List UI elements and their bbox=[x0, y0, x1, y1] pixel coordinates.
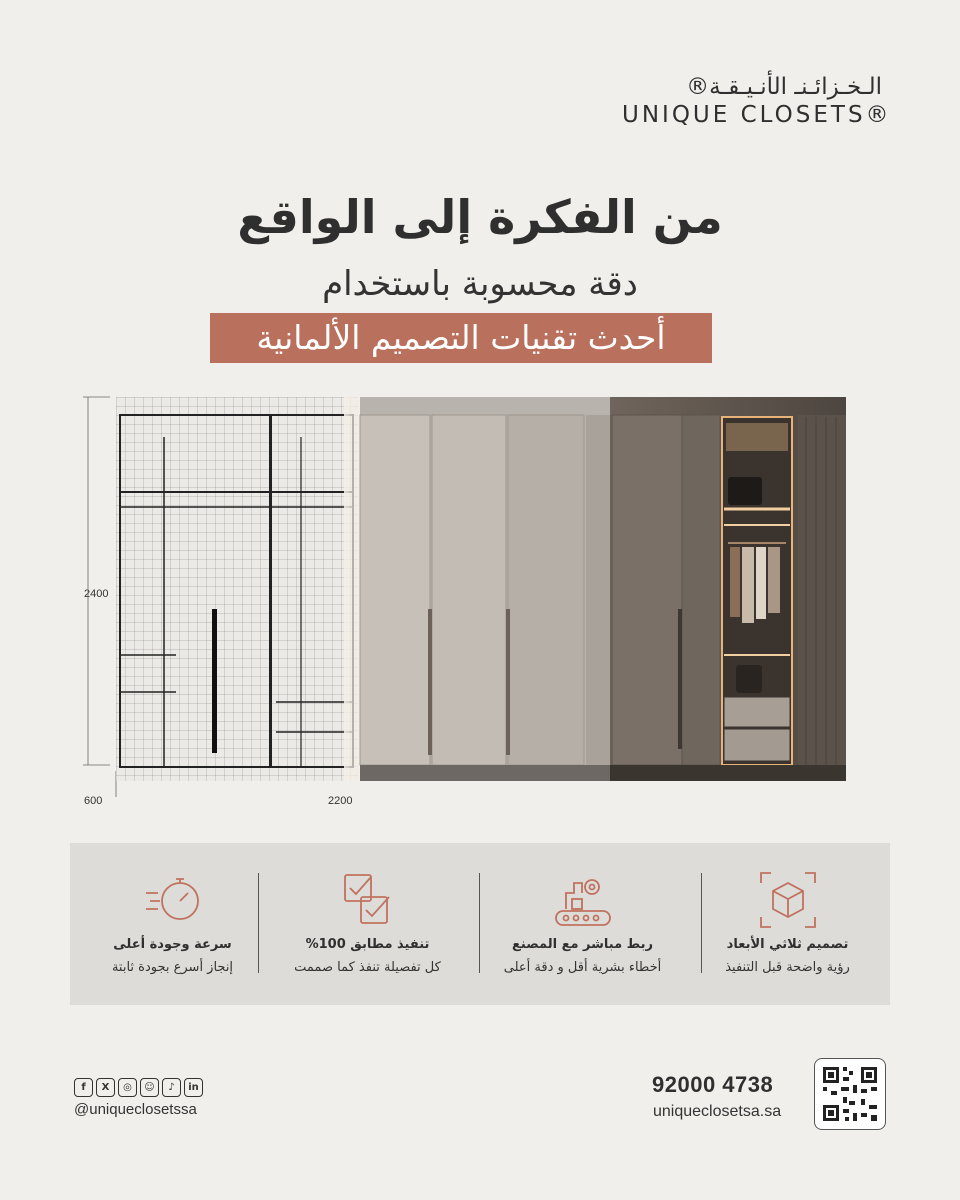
website-link[interactable]: uniqueclosetsa.sa bbox=[653, 1103, 782, 1120]
feature-title: ربط مباشر مع المصنع bbox=[512, 937, 653, 952]
feature-title: تنفيذ مطابق 100% bbox=[305, 937, 430, 952]
features-panel bbox=[70, 843, 890, 1005]
feature-description: أخطاء بشرية أقل و دقة أعلى bbox=[503, 960, 662, 975]
subheadline: دقة محسوبة باستخدام bbox=[322, 264, 638, 304]
feature-description: رؤية واضحة قبل التنفيذ bbox=[725, 960, 850, 975]
tiktok-icon[interactable]: ♪ bbox=[162, 1078, 181, 1097]
divider bbox=[701, 873, 702, 973]
divider bbox=[479, 873, 480, 973]
factory-conveyor-icon bbox=[552, 869, 614, 931]
x-icon[interactable]: X bbox=[96, 1078, 115, 1097]
snapchat-icon[interactable]: ☺ bbox=[140, 1078, 159, 1097]
wireframe-section bbox=[116, 397, 358, 781]
fast-stopwatch-icon bbox=[142, 869, 204, 931]
3d-cube-icon bbox=[757, 869, 819, 931]
linkedin-icon[interactable]: in bbox=[184, 1078, 203, 1097]
double-check-icon bbox=[337, 869, 399, 931]
brand-logo bbox=[622, 72, 892, 128]
feature-description: كل تفصيلة تنفذ كما صممت bbox=[294, 960, 441, 975]
facebook-icon[interactable]: f bbox=[74, 1078, 93, 1097]
feature-title: تصميم ثلاثي الأبعاد bbox=[726, 937, 849, 952]
brand-name-arabic: الـخـزائـنـ الأنـيـقـة® bbox=[686, 74, 882, 100]
feature-title: سرعة وجودة أعلى bbox=[113, 937, 232, 952]
door-section bbox=[360, 397, 610, 781]
depth-dimension-label: 600 bbox=[84, 795, 103, 807]
feature-description: إنجاز أسرع بجودة ثابتة bbox=[111, 960, 234, 975]
feature-speed-quality bbox=[70, 843, 275, 1005]
social-handle[interactable]: @uniqueclosetssa bbox=[74, 1101, 197, 1118]
feature-3d-design bbox=[685, 843, 890, 1005]
feature-factory-link bbox=[480, 843, 685, 1005]
phone-number[interactable]: 92000 4738 bbox=[652, 1072, 774, 1097]
instagram-icon[interactable]: ◎ bbox=[118, 1078, 137, 1097]
width-dimension-label: 2200 bbox=[328, 795, 353, 807]
feature-exact-execution bbox=[265, 843, 470, 1005]
wardrobe-render bbox=[116, 397, 846, 781]
highlight-banner: أحدث تقنيات التصميم الألمانية bbox=[210, 313, 712, 363]
brand-name-english: UNIQUE CLOSETS® bbox=[622, 102, 892, 128]
qr-code[interactable] bbox=[814, 1058, 886, 1130]
headline: من الفكرة إلى الواقع bbox=[237, 190, 723, 244]
height-dimension-label: 2400 bbox=[84, 588, 109, 600]
social-icons bbox=[74, 1078, 206, 1098]
lit-section bbox=[610, 397, 846, 781]
